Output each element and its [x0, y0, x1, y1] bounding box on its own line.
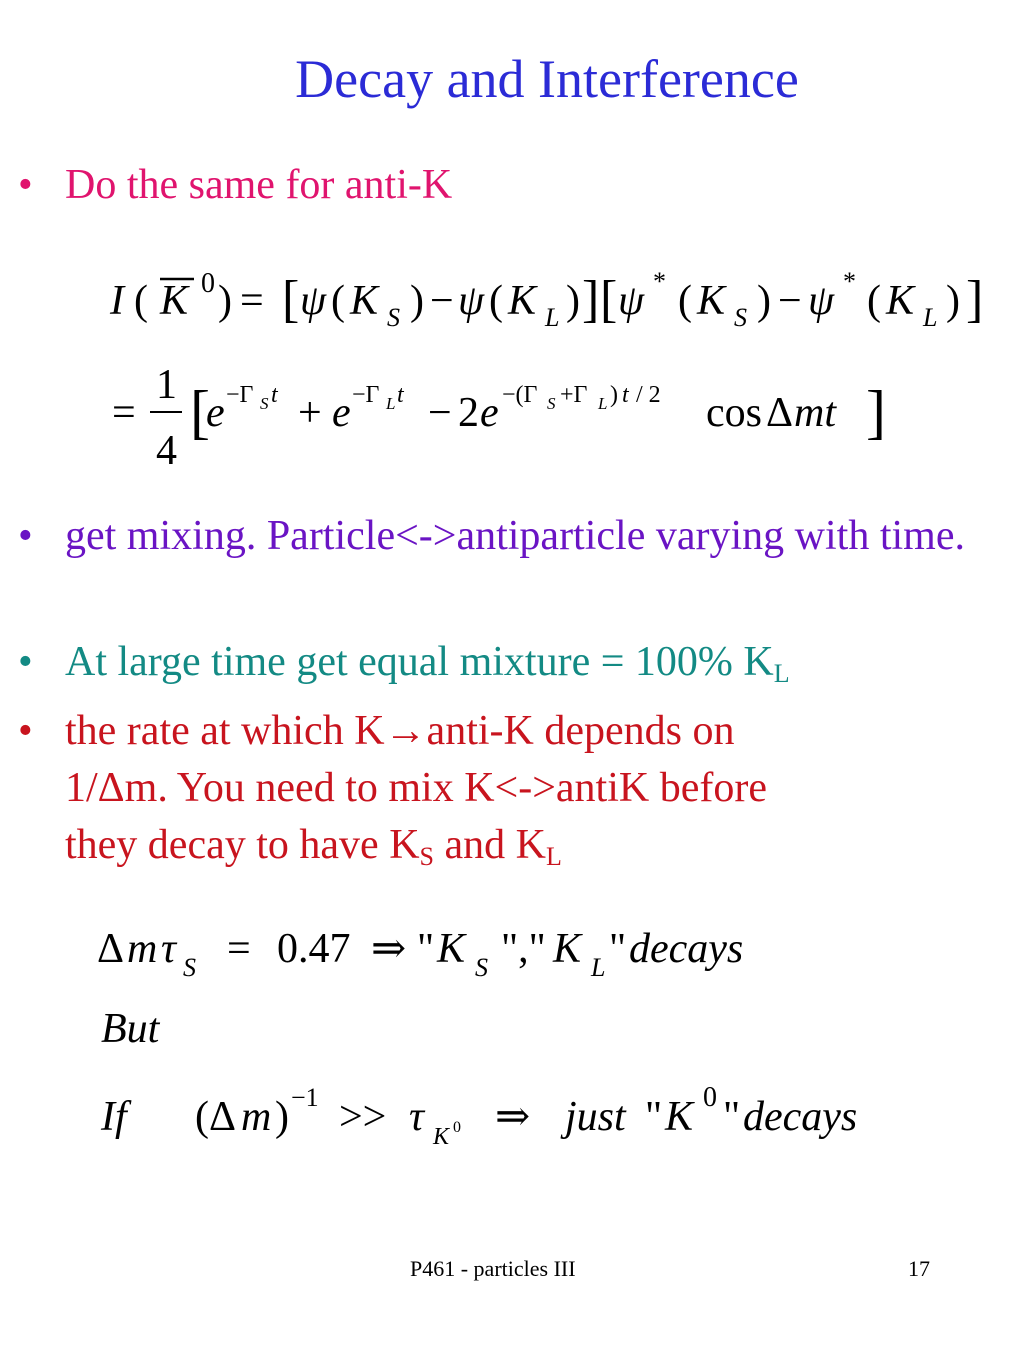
- svg-text:): ): [610, 382, 618, 408]
- rate-line1-suffix: anti-K depends on: [426, 708, 735, 754]
- bullet-marker: •: [18, 513, 33, 559]
- svg-text:(Δ: (Δ: [195, 1094, 236, 1140]
- bullet-text: [18, 634, 1008, 691]
- svg-text:−(Γ: −(Γ: [502, 382, 538, 408]
- page-number: 17: [908, 1256, 930, 1281]
- svg-text:0: 0: [453, 1119, 461, 1136]
- svg-text:L: L: [923, 303, 938, 332]
- svg-text:S: S: [260, 394, 269, 413]
- subscript-l: L: [773, 659, 790, 688]
- svg-text:): ): [946, 278, 960, 324]
- svg-text:−Γ: −Γ: [352, 382, 380, 408]
- svg-text:S: S: [475, 953, 488, 982]
- svg-text:[: [: [600, 271, 618, 328]
- interference-equation: [100, 252, 1024, 482]
- svg-text:S: S: [734, 303, 747, 332]
- svg-text:4: 4: [156, 428, 177, 474]
- svg-text:>>: >>: [339, 1094, 387, 1140]
- svg-text:(: (: [134, 278, 148, 324]
- rate-line3-prefix: they decay to have K: [65, 822, 420, 868]
- svg-text:But: But: [101, 1006, 160, 1052]
- svg-text:Δ: Δ: [766, 390, 794, 436]
- svg-text:(: (: [867, 278, 881, 324]
- svg-text:K: K: [437, 926, 466, 972]
- svg-text:e: e: [206, 390, 225, 436]
- subscript-l: L: [545, 842, 562, 871]
- svg-text:): ): [275, 1094, 289, 1140]
- svg-text:ψ: ψ: [808, 278, 835, 324]
- svg-text:K: K: [508, 278, 537, 324]
- svg-text:0: 0: [703, 1082, 717, 1113]
- svg-text:m: m: [127, 926, 158, 972]
- svg-text:S: S: [183, 953, 196, 982]
- right-arrow-icon: →: [384, 708, 427, 754]
- svg-text:]: ]: [966, 271, 984, 328]
- svg-text:(: (: [489, 278, 503, 324]
- svg-text:ψ: ψ: [618, 278, 645, 324]
- svg-text:⇒: ⇒: [495, 1094, 531, 1140]
- svg-text:": ": [645, 1094, 663, 1140]
- bullet-marker: •: [18, 708, 33, 754]
- svg-text:[: [: [190, 379, 210, 445]
- svg-text:): ): [566, 278, 580, 324]
- svg-text:I: I: [110, 278, 124, 324]
- bullet-marker: •: [18, 639, 33, 685]
- bullet-large-time: [18, 634, 1008, 691]
- mixing-equations: [97, 910, 977, 1180]
- bullet-text: [18, 703, 1008, 874]
- bullet-mixing: [18, 508, 1008, 565]
- svg-text:",": ",": [501, 926, 546, 972]
- svg-text:L: L: [386, 394, 396, 413]
- svg-text:K: K: [160, 278, 189, 324]
- svg-text:+Γ: +Γ: [560, 382, 588, 408]
- svg-text:K: K: [350, 278, 379, 324]
- svg-text:]: ]: [866, 379, 886, 445]
- svg-text:mt: mt: [794, 390, 836, 436]
- svg-text:[: [: [282, 271, 300, 328]
- svg-text:τ: τ: [161, 926, 177, 972]
- svg-text:If: If: [101, 1094, 127, 1140]
- svg-text:t: t: [622, 382, 629, 408]
- svg-text:L: L: [545, 303, 560, 332]
- svg-text:ψ: ψ: [300, 278, 327, 324]
- svg-text:m: m: [241, 1094, 272, 1140]
- svg-text:e: e: [332, 390, 351, 436]
- svg-text:−: −: [428, 390, 452, 436]
- svg-text:0.47: 0.47: [277, 926, 351, 972]
- bullet-rate: [18, 703, 1008, 874]
- svg-text:=: =: [227, 926, 251, 972]
- svg-text:/ 2: / 2: [636, 382, 661, 408]
- bullet-text: get mixing. Particle<->antiparticle varying with time.: [65, 513, 965, 559]
- rate-line2: 1/Δm. You need to mix K<->antiK before: [65, 765, 767, 811]
- svg-text:−1: −1: [291, 1083, 319, 1112]
- svg-text:=: =: [112, 390, 136, 436]
- svg-text:0: 0: [201, 268, 215, 299]
- svg-text:L: L: [591, 953, 606, 982]
- svg-text:+: +: [298, 390, 322, 436]
- svg-text:t: t: [397, 382, 404, 408]
- svg-text:]: ]: [582, 271, 600, 328]
- svg-text:K: K: [886, 278, 915, 324]
- svg-text:2: 2: [458, 390, 479, 436]
- svg-text:*: *: [843, 267, 856, 296]
- rate-line3-mid: and K: [434, 822, 546, 868]
- slide-title: Decay and Interference: [295, 49, 799, 109]
- svg-text:): ): [410, 278, 424, 324]
- svg-text:just: just: [565, 1094, 626, 1140]
- svg-text:S: S: [547, 394, 556, 413]
- svg-text:S: S: [387, 303, 400, 332]
- svg-text:1: 1: [156, 362, 177, 408]
- bullet-anti-k: [18, 157, 1008, 214]
- svg-text:": ": [609, 926, 627, 972]
- svg-text:−: −: [778, 278, 802, 324]
- bullet-text-main: At large time get equal mixture = 100% K: [65, 639, 774, 685]
- svg-text:K: K: [553, 926, 582, 972]
- svg-text:K: K: [433, 1124, 450, 1150]
- svg-text:(: (: [678, 278, 692, 324]
- subscript-s: S: [419, 842, 434, 871]
- svg-text:ψ: ψ: [458, 278, 485, 324]
- svg-text:*: *: [653, 267, 666, 296]
- svg-text:t: t: [271, 382, 278, 408]
- svg-text:": ": [723, 1094, 741, 1140]
- svg-text:decays: decays: [743, 1094, 858, 1140]
- footer-title: P461 - particles III: [410, 1256, 576, 1281]
- svg-text:⇒: ⇒: [371, 926, 407, 972]
- svg-text:e: e: [480, 390, 499, 436]
- svg-text:=: =: [240, 278, 264, 324]
- svg-text:−: −: [430, 278, 454, 324]
- svg-text:cos: cos: [706, 390, 762, 436]
- svg-text:decays: decays: [629, 926, 744, 972]
- svg-text:τ: τ: [409, 1094, 425, 1140]
- bullet-text: Do the same for anti-K: [65, 162, 453, 208]
- svg-text:−Γ: −Γ: [226, 382, 254, 408]
- svg-text:L: L: [598, 394, 608, 413]
- svg-text:): ): [218, 278, 232, 324]
- svg-text:Δ: Δ: [97, 926, 125, 972]
- svg-text:K: K: [665, 1094, 694, 1140]
- bullet-marker: •: [18, 162, 33, 208]
- svg-text:K: K: [697, 278, 726, 324]
- svg-text:): ): [757, 278, 771, 324]
- rate-line1-prefix: the rate at which K: [65, 708, 385, 754]
- svg-text:(: (: [331, 278, 345, 324]
- svg-text:": ": [417, 926, 435, 972]
